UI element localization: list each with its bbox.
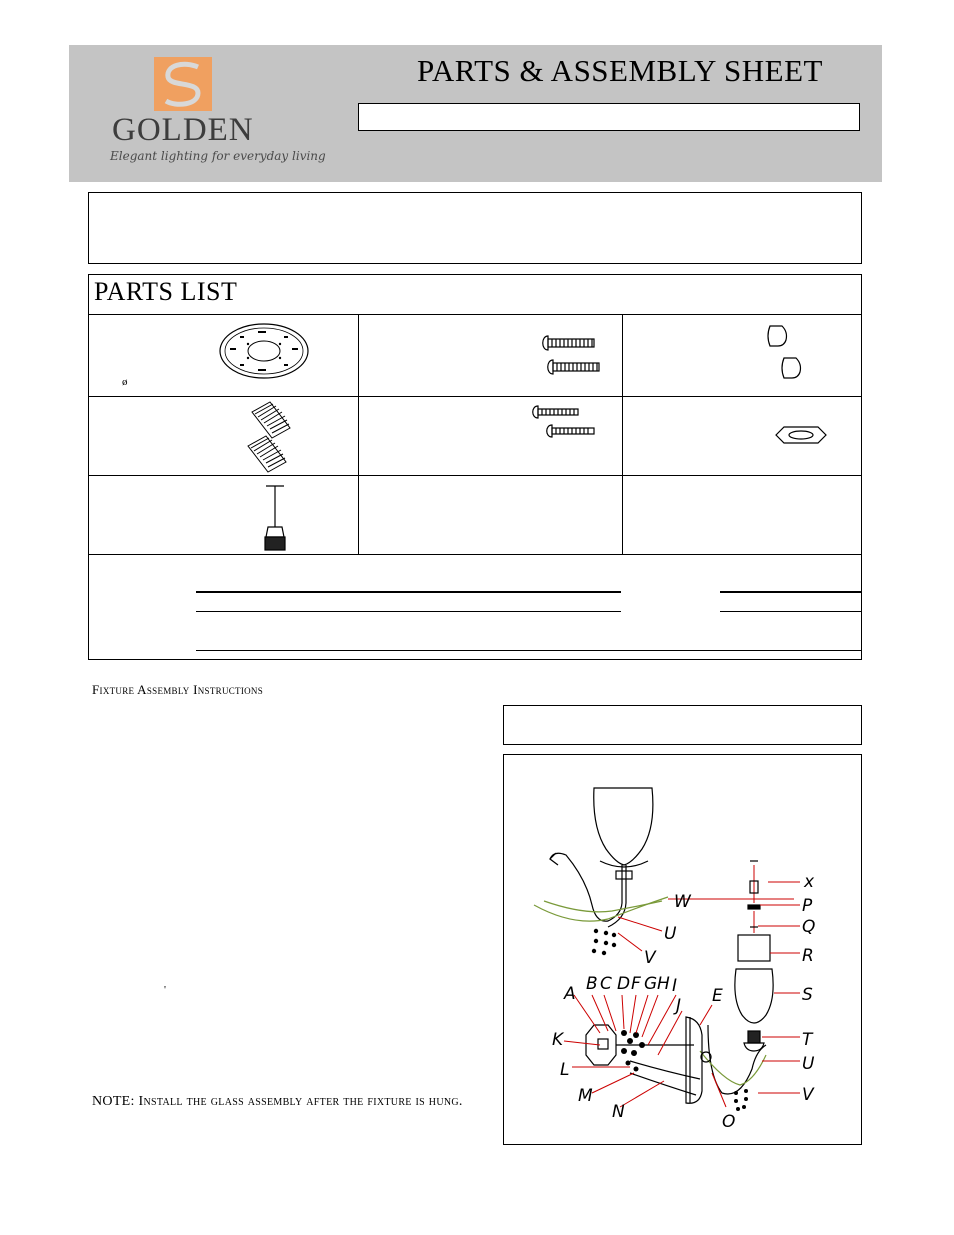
wire-nut-icon xyxy=(764,322,808,382)
callout-d: D xyxy=(617,974,631,994)
backplate-hardware xyxy=(621,1030,645,1072)
callout-v-lower: V xyxy=(802,1085,814,1105)
callout-a: A xyxy=(564,984,576,1004)
form-line xyxy=(196,591,621,593)
model-number-field xyxy=(358,103,860,131)
note-prefix: NOTE: xyxy=(92,1094,135,1109)
callout-u-lower: U xyxy=(802,1054,815,1074)
installation-note xyxy=(92,1092,512,1112)
callout-k: K xyxy=(552,1030,564,1050)
callout-e: E xyxy=(712,986,723,1006)
callout-v-top: V xyxy=(644,948,656,968)
notice-box xyxy=(88,192,862,264)
brand-tagline: Elegant lighting for everyday living xyxy=(110,149,326,163)
callout-q: Q xyxy=(802,917,816,937)
callout-x: x xyxy=(804,872,815,892)
hickey-icon xyxy=(258,483,292,553)
fixture-label-box xyxy=(503,705,862,745)
parts-row-divider xyxy=(88,314,862,315)
parts-col-divider xyxy=(358,314,359,554)
form-line xyxy=(196,650,862,651)
golden-logo-icon xyxy=(154,57,212,111)
brand-name: GOLDEN xyxy=(112,112,254,148)
callout-w: W xyxy=(674,892,691,912)
callout-b: B xyxy=(586,974,598,994)
ground-wire-icon xyxy=(244,400,300,474)
callout-h: H xyxy=(657,974,670,994)
parts-list-title: PARTS LIST xyxy=(94,277,238,306)
hex-nut-icon xyxy=(774,424,828,446)
note-text: Install the glass assembly after the fixture is hung. xyxy=(138,1094,463,1109)
parts-row-divider xyxy=(88,554,862,555)
short-screw-icon xyxy=(530,404,598,440)
callout-r: R xyxy=(802,946,814,966)
callout-g: G xyxy=(644,974,658,994)
callout-c: C xyxy=(600,974,612,994)
stray-mark: ' xyxy=(164,984,166,996)
top-wires xyxy=(534,897,668,921)
callout-t: T xyxy=(802,1030,813,1050)
top-crystals xyxy=(592,929,616,955)
form-line xyxy=(196,611,621,612)
callout-f: F xyxy=(631,974,641,994)
callout-n: N xyxy=(612,1102,625,1122)
form-line xyxy=(720,591,862,593)
parts-list-table xyxy=(88,274,862,660)
callout-p: P xyxy=(802,896,813,916)
parts-row-divider xyxy=(88,475,862,476)
callout-o: O xyxy=(722,1112,736,1132)
lower-crystals xyxy=(734,1089,748,1111)
callout-j: J xyxy=(676,996,682,1016)
page-title: PARTS & ASSEMBLY SHEET xyxy=(417,53,823,88)
leader-lines xyxy=(564,882,800,1107)
diameter-symbol: ø xyxy=(122,376,128,388)
callout-m: M xyxy=(578,1086,593,1106)
mounting-plate-icon xyxy=(218,322,310,380)
callout-l: L xyxy=(560,1060,570,1080)
glass-column-parts xyxy=(708,861,773,1094)
callout-s: S xyxy=(802,985,813,1005)
long-screw-icon xyxy=(540,334,602,380)
callout-u-top: U xyxy=(664,924,677,944)
exploded-assembly-diagram xyxy=(504,755,861,1144)
parts-row-divider xyxy=(88,396,862,397)
assembly-instructions-heading: Fixture Assembly Instructions xyxy=(92,682,264,697)
callout-i: I xyxy=(672,976,678,996)
form-line xyxy=(720,611,862,612)
parts-col-divider xyxy=(622,314,623,554)
